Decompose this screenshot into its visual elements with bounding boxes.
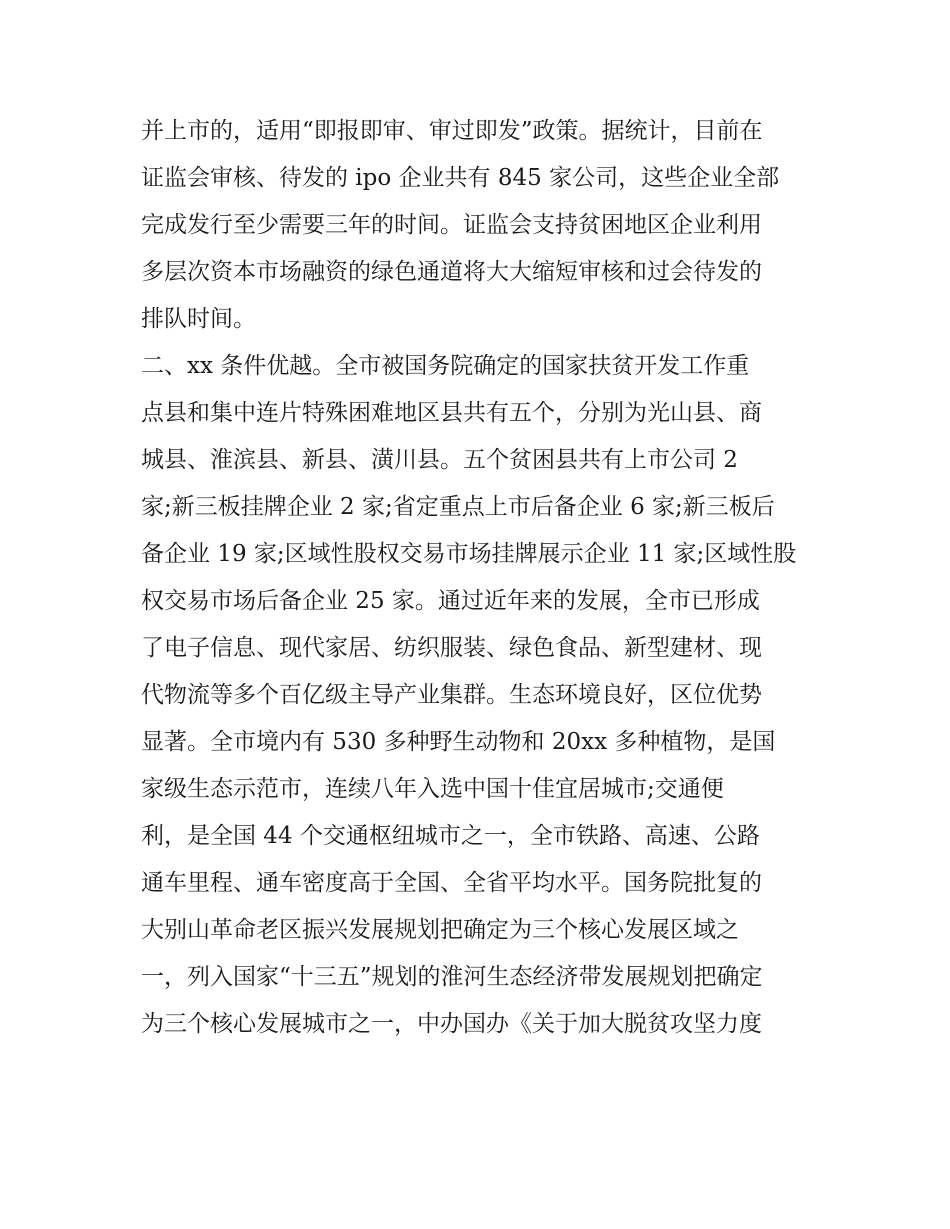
text-line: 代物流等多个百亿级主导产业集群。生态环境良好，区位优势 [141, 682, 762, 708]
text-line: 权交易市场后备企业 25 家。通过近年来的发展，全市已形成 [141, 588, 760, 614]
text-line: 显著。全市境内有 530 多种野生动物和 20xx 多种植物，是国 [141, 729, 776, 755]
text-line: 排队时间。 [141, 306, 256, 332]
text-line: 点县和集中连片特殊困难地区县共有五个，分别为光山县、商 [141, 400, 762, 426]
text-line: 多层次资本市场融资的绿色通道将大大缩短审核和过会待发的 [141, 259, 762, 285]
text-line: 完成发行至少需要三年的时间。证监会支持贫困地区企业利用 [141, 212, 762, 238]
body-text [141, 108, 821, 1048]
text-line: 家;新三板挂牌企业 2 家;省定重点上市后备企业 6 家;新三板后 [141, 494, 775, 520]
text-line: 家级生态示范市，连续八年入选中国十佳宜居城市;交通便 [141, 776, 724, 802]
text-line: 备企业 19 家;区域性股权交易市场挂牌展示企业 11 家;区域性股 [141, 541, 797, 567]
text-line: 大别山革命老区振兴发展规划把确定为三个核心发展区域之 [141, 917, 739, 943]
text-line: 了电子信息、现代家居、纺织服装、绿色食品、新型建材、现 [141, 635, 762, 661]
text-line: 证监会审核、待发的 ipo 企业共有 845 家公司，这些企业全部 [141, 165, 780, 191]
text-line: 二、xx 条件优越。全市被国务院确定的国家扶贫开发工作重 [141, 353, 750, 379]
text-line: 并上市的，适用“即报即审、审过即发”政策。据统计，目前在 [141, 118, 763, 144]
text-line: 城县、淮滨县、新县、潢川县。五个贫困县共有上市公司 2 [141, 447, 738, 473]
text-line: 通车里程、通车密度高于全国、全省平均水平。国务院批复的 [141, 870, 762, 896]
text-line: 利，是全国 44 个交通枢纽城市之一，全市铁路、高速、公路 [141, 823, 760, 849]
text-line: 为三个核心发展城市之一，中办国办《关于加大脱贫攻坚力度 [141, 1011, 762, 1037]
text-line: 一，列入国家“十三五”规划的淮河生态经济带发展规划把确定 [141, 964, 763, 990]
